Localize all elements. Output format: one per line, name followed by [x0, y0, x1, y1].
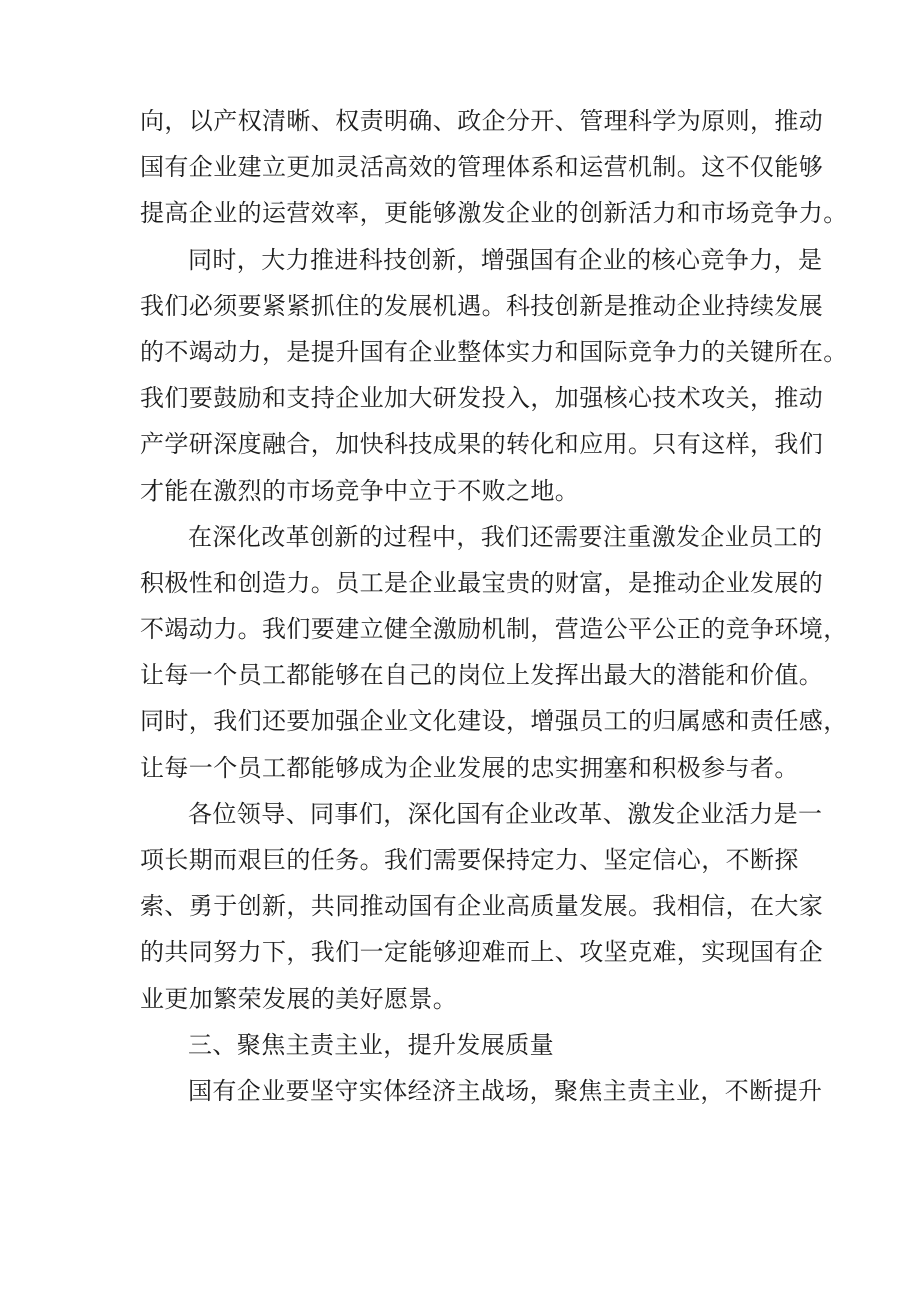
text-line: 的共同努力下，我们一定能够迎难而上、攻坚克难，实现国有企 [140, 938, 824, 967]
text-line: 向，以产权清晰、权责明确、政企分开、管理科学为原则，推动 [140, 107, 824, 135]
text-line: 同时，大力推进科技创新，增强国有企业的核心竞争力，是 [188, 245, 823, 274]
text-line: 在深化改革创新的过程中，我们还需要注重激发企业员工的 [188, 522, 823, 551]
text-line: 提高企业的运营效率，更能够激发企业的创新活力和市场竞争力。 [140, 199, 848, 228]
text-line: 我们必须要紧紧抓住的发展机遇。科技创新是推动企业持续发展 [140, 291, 824, 320]
text-line: 索、勇于创新，共同推动国有企业高质量发展。我相信，在大家 [140, 892, 824, 921]
text-line: 让每一个员工都能够成为企业发展的忠实拥塞和积极参与者。 [140, 753, 799, 782]
text-line: 产学研深度融合，加快科技成果的转化和应用。只有这样，我们 [140, 430, 824, 459]
text-line: 各位领导、同事们，深化国有企业改革、激发企业活力是一 [188, 799, 823, 828]
text-line: 同时，我们还要加强企业文化建设，增强员工的归属感和责任感， [140, 707, 848, 736]
text-line: 的不竭动力，是提升国有企业整体实力和国际竞争力的关键所在。 [140, 337, 848, 366]
text-line: 三、聚焦主责主业，提升发展质量 [188, 1030, 554, 1059]
text-line: 国有企业要坚守实体经济主战场，聚焦主责主业，不断提升 [188, 1076, 823, 1105]
text-line: 让每一个员工都能够在自己的岗位上发挥出最大的潜能和价值。 [140, 661, 824, 690]
document-body [140, 98, 848, 1114]
text-line: 才能在激烈的市场竞争中立于不败之地。 [140, 476, 580, 505]
text-line: 业更加繁荣发展的美好愿景。 [140, 984, 458, 1013]
text-line: 我们要鼓励和支持企业加大研发投入，加强核心技术攻关，推动 [140, 384, 824, 413]
text-line: 项长期而艰巨的任务。我们需要保持定力、坚定信心，不断探 [140, 846, 799, 874]
text-line: 不竭动力。我们要建立健全激励机制，营造公平公正的竞争环境， [140, 615, 848, 644]
text-line: 积极性和创造力。员工是企业最宝贵的财富，是推动企业发展的 [140, 568, 824, 597]
text-line: 国有企业建立更加灵活高效的管理体系和运营机制。这不仅能够 [140, 153, 824, 182]
